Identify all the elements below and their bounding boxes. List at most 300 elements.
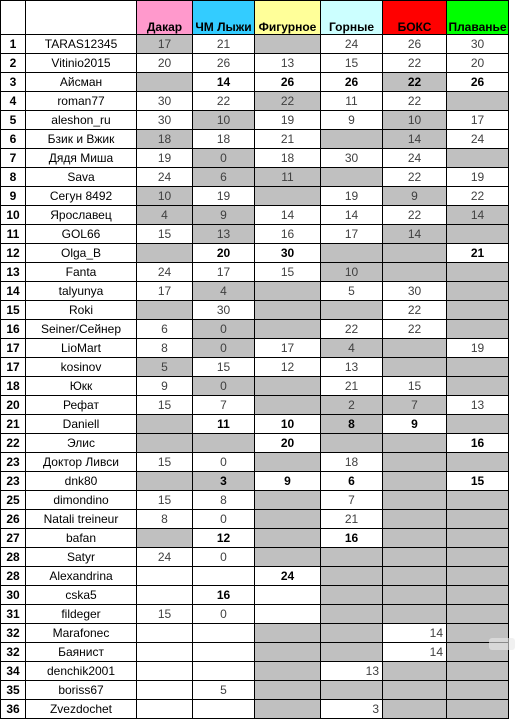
score-cell[interactable]: 24	[137, 548, 193, 567]
score-cell[interactable]: 21	[255, 130, 321, 149]
rank-cell[interactable]: 35	[1, 681, 26, 700]
rank-cell[interactable]: 3	[1, 73, 26, 92]
score-cell[interactable]	[255, 453, 321, 472]
score-cell[interactable]	[383, 567, 447, 586]
participant-name-cell[interactable]: Roki	[26, 301, 137, 320]
score-cell[interactable]: 20	[137, 54, 193, 73]
score-cell[interactable]	[383, 662, 447, 681]
score-cell[interactable]: 15	[137, 453, 193, 472]
col-header-ski[interactable]: ЧМ Лыжи	[193, 1, 255, 35]
score-cell[interactable]: 5	[321, 282, 383, 301]
score-cell[interactable]: 0	[193, 605, 255, 624]
participant-name-cell[interactable]: Sava	[26, 168, 137, 187]
score-cell[interactable]: 30	[447, 35, 509, 54]
participant-name-cell[interactable]: LioMart	[26, 339, 137, 358]
score-cell[interactable]	[255, 529, 321, 548]
score-cell[interactable]: 26	[255, 73, 321, 92]
participant-name-cell[interactable]: GOL66	[26, 225, 137, 244]
participant-name-cell[interactable]: cska5	[26, 586, 137, 605]
participant-name-cell[interactable]: Сегун 8492	[26, 187, 137, 206]
score-cell[interactable]: 0	[193, 377, 255, 396]
score-cell[interactable]	[137, 529, 193, 548]
score-cell[interactable]	[255, 396, 321, 415]
score-cell[interactable]: 17	[447, 111, 509, 130]
score-cell[interactable]: 14	[383, 130, 447, 149]
rank-cell[interactable]: 10	[1, 206, 26, 225]
score-cell[interactable]: 14	[383, 624, 447, 643]
rank-cell[interactable]: 26	[1, 510, 26, 529]
score-cell[interactable]	[447, 700, 509, 719]
score-cell[interactable]: 9	[193, 206, 255, 225]
score-cell[interactable]: 30	[137, 111, 193, 130]
header-row	[1, 1, 509, 35]
rank-cell[interactable]: 22	[1, 434, 26, 453]
score-cell[interactable]	[255, 377, 321, 396]
score-cell[interactable]: 22	[383, 54, 447, 73]
score-cell[interactable]: 30	[383, 282, 447, 301]
rank-cell[interactable]: 23	[1, 472, 26, 491]
score-cell[interactable]: 13	[447, 396, 509, 415]
rank-cell[interactable]: 28	[1, 548, 26, 567]
score-cell[interactable]: 30	[321, 149, 383, 168]
score-cell[interactable]: 26	[383, 35, 447, 54]
score-cell[interactable]	[255, 282, 321, 301]
score-cell[interactable]: 10	[255, 415, 321, 434]
score-cell[interactable]	[383, 586, 447, 605]
score-cell[interactable]	[193, 700, 255, 719]
score-cell[interactable]: 11	[321, 92, 383, 111]
rank-cell[interactable]: 8	[1, 168, 26, 187]
col-header-figure[interactable]: Фигурное	[255, 1, 321, 35]
participant-name-cell[interactable]: Olga_B	[26, 244, 137, 263]
score-cell[interactable]	[383, 339, 447, 358]
score-cell[interactable]: 10	[193, 111, 255, 130]
score-cell[interactable]: 24	[321, 35, 383, 54]
corner-cell[interactable]	[1, 1, 26, 35]
score-cell[interactable]: 15	[137, 225, 193, 244]
rank-cell[interactable]: 12	[1, 244, 26, 263]
score-cell[interactable]: 21	[321, 510, 383, 529]
score-cell[interactable]: 17	[193, 263, 255, 282]
score-cell[interactable]	[321, 168, 383, 187]
score-cell[interactable]: 13	[321, 358, 383, 377]
score-cell[interactable]: 15	[321, 54, 383, 73]
participant-name-cell[interactable]: dnk80	[26, 472, 137, 491]
participant-name-cell[interactable]: Дядя Миша	[26, 149, 137, 168]
rank-cell[interactable]: 11	[1, 225, 26, 244]
score-cell[interactable]	[255, 643, 321, 662]
score-cell[interactable]: 17	[255, 339, 321, 358]
score-cell[interactable]	[447, 681, 509, 700]
score-cell[interactable]: 15	[193, 358, 255, 377]
rank-cell[interactable]: 21	[1, 415, 26, 434]
table-row	[1, 605, 509, 624]
participant-name-cell[interactable]: Seiner/Сейнер	[26, 320, 137, 339]
score-cell[interactable]	[447, 415, 509, 434]
score-cell[interactable]: 18	[137, 130, 193, 149]
score-cell[interactable]	[447, 92, 509, 111]
score-cell[interactable]	[321, 586, 383, 605]
score-cell[interactable]	[321, 681, 383, 700]
score-cell[interactable]: 6	[321, 472, 383, 491]
score-cell[interactable]: 9	[383, 415, 447, 434]
score-cell[interactable]	[255, 605, 321, 624]
rank-cell[interactable]: 36	[1, 700, 26, 719]
participant-name-cell[interactable]: Vitinio2015	[26, 54, 137, 73]
score-cell[interactable]: 18	[321, 453, 383, 472]
rank-cell[interactable]: 20	[1, 396, 26, 415]
score-cell[interactable]	[447, 358, 509, 377]
col-header-dakar[interactable]: Дакар	[137, 1, 193, 35]
score-cell[interactable]: 20	[255, 434, 321, 453]
score-cell[interactable]	[447, 301, 509, 320]
participant-name-cell[interactable]: Баянист	[26, 643, 137, 662]
score-cell[interactable]: 30	[193, 301, 255, 320]
score-cell[interactable]	[447, 225, 509, 244]
score-cell[interactable]	[255, 510, 321, 529]
score-cell[interactable]: 20	[193, 244, 255, 263]
score-cell[interactable]: 21	[321, 377, 383, 396]
rank-cell[interactable]: 28	[1, 567, 26, 586]
score-cell[interactable]	[321, 605, 383, 624]
score-cell[interactable]	[193, 643, 255, 662]
name-header-cell[interactable]	[26, 1, 137, 35]
score-cell[interactable]: 15	[447, 472, 509, 491]
participant-name-cell[interactable]: Бзик и Вжик	[26, 130, 137, 149]
rank-cell[interactable]: 23	[1, 453, 26, 472]
participant-name-cell[interactable]: boriss67	[26, 681, 137, 700]
participant-name-cell[interactable]: Zvezdochet	[26, 700, 137, 719]
score-cell[interactable]: 24	[383, 149, 447, 168]
score-cell[interactable]: 0	[193, 149, 255, 168]
rank-cell[interactable]: 32	[1, 624, 26, 643]
score-cell[interactable]	[321, 567, 383, 586]
score-cell[interactable]	[137, 434, 193, 453]
score-cell[interactable]	[447, 377, 509, 396]
score-cell[interactable]: 2	[321, 396, 383, 415]
participant-name-cell[interactable]: talyunya	[26, 282, 137, 301]
score-cell[interactable]: 10	[383, 111, 447, 130]
score-cell[interactable]: 3	[193, 472, 255, 491]
score-cell[interactable]	[137, 624, 193, 643]
score-cell[interactable]	[383, 529, 447, 548]
rank-cell[interactable]: 6	[1, 130, 26, 149]
score-cell[interactable]	[447, 263, 509, 282]
score-cell[interactable]	[193, 567, 255, 586]
participant-name-cell[interactable]: Рефат	[26, 396, 137, 415]
score-cell[interactable]: 19	[137, 149, 193, 168]
score-cell[interactable]: 8	[321, 415, 383, 434]
score-cell[interactable]: 8	[137, 510, 193, 529]
score-cell[interactable]: 22	[255, 92, 321, 111]
score-cell[interactable]	[447, 491, 509, 510]
score-cell[interactable]	[137, 301, 193, 320]
score-cell[interactable]	[321, 301, 383, 320]
score-cell[interactable]	[321, 244, 383, 263]
participant-name-cell[interactable]: aleshon_ru	[26, 111, 137, 130]
score-cell[interactable]: 26	[193, 54, 255, 73]
score-cell[interactable]	[255, 662, 321, 681]
score-cell[interactable]: 13	[255, 54, 321, 73]
score-cell[interactable]: 0	[193, 320, 255, 339]
participant-name-cell[interactable]: Satyr	[26, 548, 137, 567]
score-cell[interactable]	[447, 548, 509, 567]
score-cell[interactable]: 19	[255, 111, 321, 130]
rank-cell[interactable]: 13	[1, 263, 26, 282]
rank-cell[interactable]: 17	[1, 339, 26, 358]
participant-name-cell[interactable]: kosinov	[26, 358, 137, 377]
score-cell[interactable]: 7	[321, 491, 383, 510]
score-cell[interactable]	[447, 586, 509, 605]
participant-name-cell[interactable]: Fanta	[26, 263, 137, 282]
score-cell[interactable]	[383, 681, 447, 700]
score-cell[interactable]: 9	[255, 472, 321, 491]
score-cell[interactable]	[255, 624, 321, 643]
score-cell[interactable]: 22	[447, 187, 509, 206]
table-row	[1, 396, 509, 415]
score-cell[interactable]: 15	[137, 491, 193, 510]
score-cell[interactable]	[193, 434, 255, 453]
score-cell[interactable]	[447, 282, 509, 301]
score-cell[interactable]: 22	[383, 168, 447, 187]
rank-cell[interactable]: 15	[1, 301, 26, 320]
rank-cell[interactable]: 1	[1, 35, 26, 54]
score-cell[interactable]	[137, 415, 193, 434]
score-cell[interactable]	[383, 358, 447, 377]
rank-cell[interactable]: 27	[1, 529, 26, 548]
col-header-swim[interactable]: Плаванье	[447, 1, 509, 35]
score-cell[interactable]	[193, 624, 255, 643]
score-cell[interactable]: 20	[447, 54, 509, 73]
score-cell[interactable]	[447, 567, 509, 586]
score-cell[interactable]: 30	[137, 92, 193, 111]
score-cell[interactable]	[255, 681, 321, 700]
score-cell[interactable]	[383, 605, 447, 624]
score-cell[interactable]: 15	[137, 396, 193, 415]
rank-cell[interactable]: 31	[1, 605, 26, 624]
score-cell[interactable]	[447, 662, 509, 681]
score-cell[interactable]: 21	[447, 244, 509, 263]
table-row	[1, 377, 509, 396]
score-cell[interactable]: 30	[255, 244, 321, 263]
score-cell[interactable]	[383, 453, 447, 472]
rank-cell[interactable]: 14	[1, 282, 26, 301]
score-cell[interactable]: 0	[193, 339, 255, 358]
score-cell[interactable]: 11	[193, 415, 255, 434]
score-cell[interactable]: 14	[255, 206, 321, 225]
score-cell[interactable]: 7	[193, 396, 255, 415]
rank-cell[interactable]: 2	[1, 54, 26, 73]
rank-cell[interactable]: 34	[1, 662, 26, 681]
participant-name-cell[interactable]: Юкк	[26, 377, 137, 396]
rank-cell[interactable]: 17	[1, 358, 26, 377]
score-cell[interactable]: 14	[383, 643, 447, 662]
score-cell[interactable]: 5	[193, 681, 255, 700]
score-cell[interactable]: 9	[137, 377, 193, 396]
score-cell[interactable]	[383, 434, 447, 453]
rank-cell[interactable]: 30	[1, 586, 26, 605]
score-cell[interactable]: 14	[321, 206, 383, 225]
score-cell[interactable]: 19	[321, 187, 383, 206]
score-cell[interactable]: 4	[137, 206, 193, 225]
rank-cell[interactable]: 5	[1, 111, 26, 130]
participant-name-cell[interactable]: Marafonec	[26, 624, 137, 643]
score-cell[interactable]: 9	[321, 111, 383, 130]
participant-name-cell[interactable]: Айсман	[26, 73, 137, 92]
rank-cell[interactable]: 7	[1, 149, 26, 168]
score-cell[interactable]	[383, 548, 447, 567]
participant-name-cell[interactable]: roman77	[26, 92, 137, 111]
score-cell[interactable]: 24	[447, 130, 509, 149]
col-header-box[interactable]: БОКС	[383, 1, 447, 35]
rank-cell[interactable]: 4	[1, 92, 26, 111]
score-cell[interactable]	[447, 510, 509, 529]
score-cell[interactable]: 8	[193, 491, 255, 510]
participant-name-cell[interactable]: Ярославец	[26, 206, 137, 225]
participant-name-cell[interactable]: dimondino	[26, 491, 137, 510]
score-cell[interactable]: 0	[193, 510, 255, 529]
score-cell[interactable]: 8	[137, 339, 193, 358]
score-cell[interactable]	[383, 263, 447, 282]
score-cell[interactable]	[193, 662, 255, 681]
score-cell[interactable]: 26	[321, 73, 383, 92]
score-cell[interactable]	[137, 567, 193, 586]
score-cell[interactable]	[255, 586, 321, 605]
score-cell[interactable]	[321, 624, 383, 643]
score-cell[interactable]	[255, 491, 321, 510]
score-cell[interactable]: 17	[137, 35, 193, 54]
score-cell[interactable]: 3	[321, 700, 383, 719]
score-cell[interactable]: 16	[193, 586, 255, 605]
score-cell[interactable]: 22	[193, 92, 255, 111]
score-cell[interactable]	[137, 662, 193, 681]
score-cell[interactable]: 17	[321, 225, 383, 244]
score-cell[interactable]	[137, 244, 193, 263]
score-cell[interactable]	[255, 548, 321, 567]
participant-name-cell[interactable]: fildeger	[26, 605, 137, 624]
score-cell[interactable]	[383, 244, 447, 263]
score-cell[interactable]: 4	[193, 282, 255, 301]
score-cell[interactable]	[137, 681, 193, 700]
participant-name-cell[interactable]: Alexandrina	[26, 567, 137, 586]
score-cell[interactable]: 16	[255, 225, 321, 244]
score-cell[interactable]: 14	[447, 206, 509, 225]
score-cell[interactable]: 22	[383, 73, 447, 92]
score-cell[interactable]: 0	[193, 453, 255, 472]
score-cell[interactable]: 15	[137, 605, 193, 624]
score-cell[interactable]: 12	[193, 529, 255, 548]
rank-cell[interactable]: 25	[1, 491, 26, 510]
score-cell[interactable]: 22	[383, 206, 447, 225]
score-cell[interactable]	[137, 472, 193, 491]
score-cell[interactable]: 10	[321, 263, 383, 282]
score-cell[interactable]: 10	[137, 187, 193, 206]
participant-name-cell[interactable]: TARAS12345	[26, 35, 137, 54]
score-cell[interactable]	[255, 301, 321, 320]
score-cell[interactable]	[321, 548, 383, 567]
participant-name-cell[interactable]: Элис	[26, 434, 137, 453]
score-cell[interactable]: 12	[255, 358, 321, 377]
score-cell[interactable]: 17	[137, 282, 193, 301]
score-cell[interactable]	[447, 320, 509, 339]
score-cell[interactable]: 18	[255, 149, 321, 168]
score-cell[interactable]: 22	[383, 320, 447, 339]
score-cell[interactable]: 15	[255, 263, 321, 282]
score-cell[interactable]	[255, 35, 321, 54]
participant-name-cell[interactable]: Доктор Ливси	[26, 453, 137, 472]
score-cell[interactable]: 14	[383, 225, 447, 244]
score-cell[interactable]: 19	[447, 339, 509, 358]
rank-cell[interactable]: 18	[1, 377, 26, 396]
score-cell[interactable]	[255, 320, 321, 339]
score-cell[interactable]	[383, 491, 447, 510]
score-cell[interactable]	[321, 434, 383, 453]
participant-name-cell[interactable]: denchik2001	[26, 662, 137, 681]
score-cell[interactable]: 21	[193, 35, 255, 54]
score-cell[interactable]: 15	[383, 377, 447, 396]
score-cell[interactable]	[137, 586, 193, 605]
score-cell[interactable]: 7	[383, 396, 447, 415]
score-cell[interactable]	[137, 700, 193, 719]
participant-name-cell[interactable]: Daniell	[26, 415, 137, 434]
score-cell[interactable]: 14	[193, 73, 255, 92]
score-cell[interactable]	[447, 149, 509, 168]
score-cell[interactable]	[137, 643, 193, 662]
table-row	[1, 624, 509, 643]
score-cell[interactable]: 24	[137, 168, 193, 187]
rank-cell[interactable]: 32	[1, 643, 26, 662]
rank-cell[interactable]: 9	[1, 187, 26, 206]
score-cell[interactable]	[255, 700, 321, 719]
score-cell[interactable]	[447, 529, 509, 548]
score-cell[interactable]: 11	[255, 168, 321, 187]
score-cell[interactable]	[321, 130, 383, 149]
score-cell[interactable]: 22	[383, 92, 447, 111]
score-cell[interactable]: 4	[321, 339, 383, 358]
score-cell[interactable]: 6	[137, 320, 193, 339]
score-cell[interactable]: 13	[193, 225, 255, 244]
score-cell[interactable]	[321, 643, 383, 662]
score-cell[interactable]: 16	[321, 529, 383, 548]
score-cell[interactable]	[383, 472, 447, 491]
score-cell[interactable]	[447, 453, 509, 472]
score-cell[interactable]	[137, 73, 193, 92]
participant-name-cell[interactable]: Natali treineur	[26, 510, 137, 529]
score-cell[interactable]	[447, 605, 509, 624]
score-cell[interactable]	[255, 187, 321, 206]
score-cell[interactable]: 19	[193, 187, 255, 206]
score-cell[interactable]: 22	[321, 320, 383, 339]
score-cell[interactable]: 0	[193, 548, 255, 567]
score-cell[interactable]: 9	[383, 187, 447, 206]
score-cell[interactable]: 16	[447, 434, 509, 453]
score-cell[interactable]: 22	[383, 301, 447, 320]
score-cell[interactable]: 24	[255, 567, 321, 586]
participant-name-cell[interactable]: bafan	[26, 529, 137, 548]
score-cell[interactable]	[383, 700, 447, 719]
score-cell[interactable]: 18	[193, 130, 255, 149]
score-cell[interactable]: 5	[137, 358, 193, 377]
table-row	[1, 149, 509, 168]
rank-cell[interactable]: 16	[1, 320, 26, 339]
score-cell[interactable]: 19	[447, 168, 509, 187]
score-cell[interactable]: 13	[321, 662, 383, 681]
score-cell[interactable]: 26	[447, 73, 509, 92]
score-cell[interactable]	[383, 510, 447, 529]
score-cell[interactable]: 24	[137, 263, 193, 282]
col-header-mountain[interactable]: Горные	[321, 1, 383, 35]
score-cell[interactable]: 6	[193, 168, 255, 187]
